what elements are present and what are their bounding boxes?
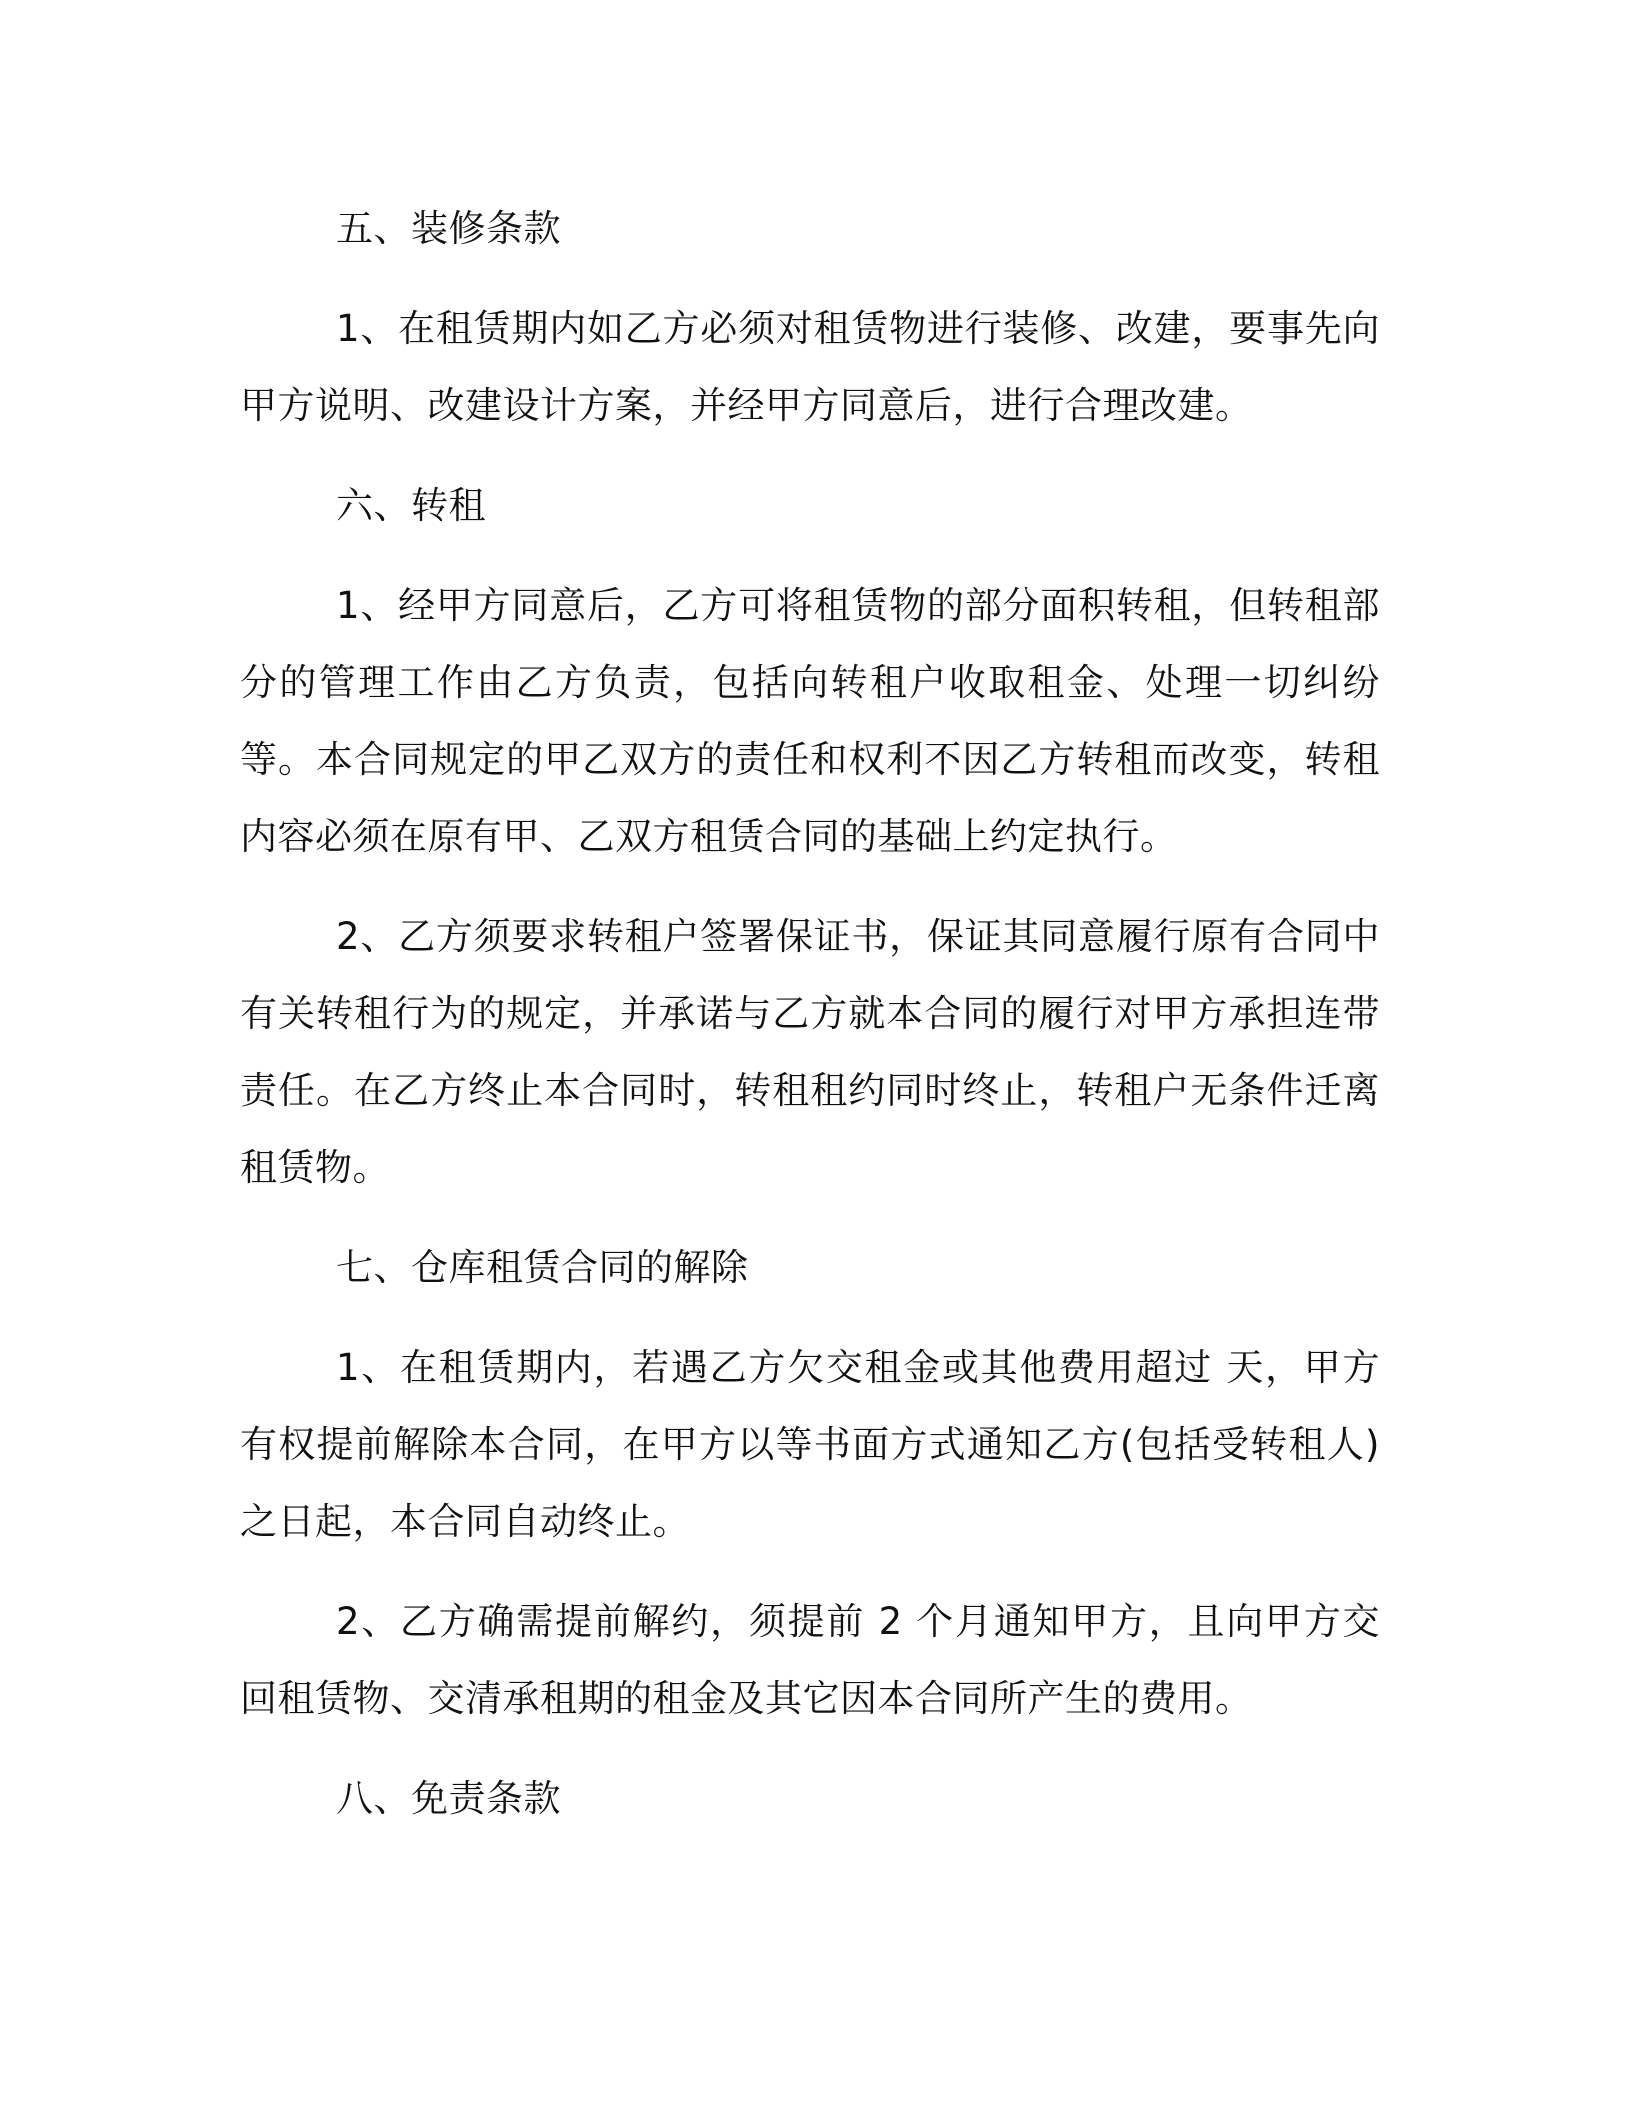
document-body — [240, 190, 1380, 1860]
section-heading-6: 六、转租 — [336, 484, 486, 527]
section-heading-7: 七、仓库租赁合同的解除 — [336, 1246, 749, 1289]
section-6-paragraph-1: 1、经甲方同意后，乙方可将租赁物的部分面积转租，但转租部分的管理工作由乙方负责，包括向转租户收取租金、处理一切纠纷等。本合同规定的甲乙双方的责任和权利不因乙方转租而改变，转租内容必须在原有甲、乙双方租赁合同的基础上约定执行。 — [240, 584, 1380, 858]
section-7-paragraph-2: 2、乙方确需提前解约，须提前 2 个月通知甲方，且向甲方交回租赁物、交清承租期的租金及其它因本合同所产生的费用。 — [240, 1600, 1380, 1720]
section-heading-8: 八、免责条款 — [336, 1777, 561, 1820]
section-7-paragraph-1: 1、在租赁期内，若遇乙方欠交租金或其他费用超过 天，甲方有权提前解除本合同，在甲方以等书面方式通知乙方(包括受转租人)之日起，本合同自动终止。 — [240, 1346, 1380, 1543]
section-5-paragraph-1: 1、在租赁期内如乙方必须对租赁物进行装修、改建，要事先向甲方说明、改建设计方案，并经甲方同意后，进行合理改建。 — [240, 307, 1380, 427]
section-heading-5: 五、装修条款 — [336, 207, 561, 250]
section-6-paragraph-2: 2、乙方须要求转租户签署保证书，保证其同意履行原有合同中有关转租行为的规定，并承诺与乙方就本合同的履行对甲方承担连带责任。在乙方终止本合同时，转租租约同时终止，转租户无条件迁离租赁物。 — [240, 915, 1380, 1189]
